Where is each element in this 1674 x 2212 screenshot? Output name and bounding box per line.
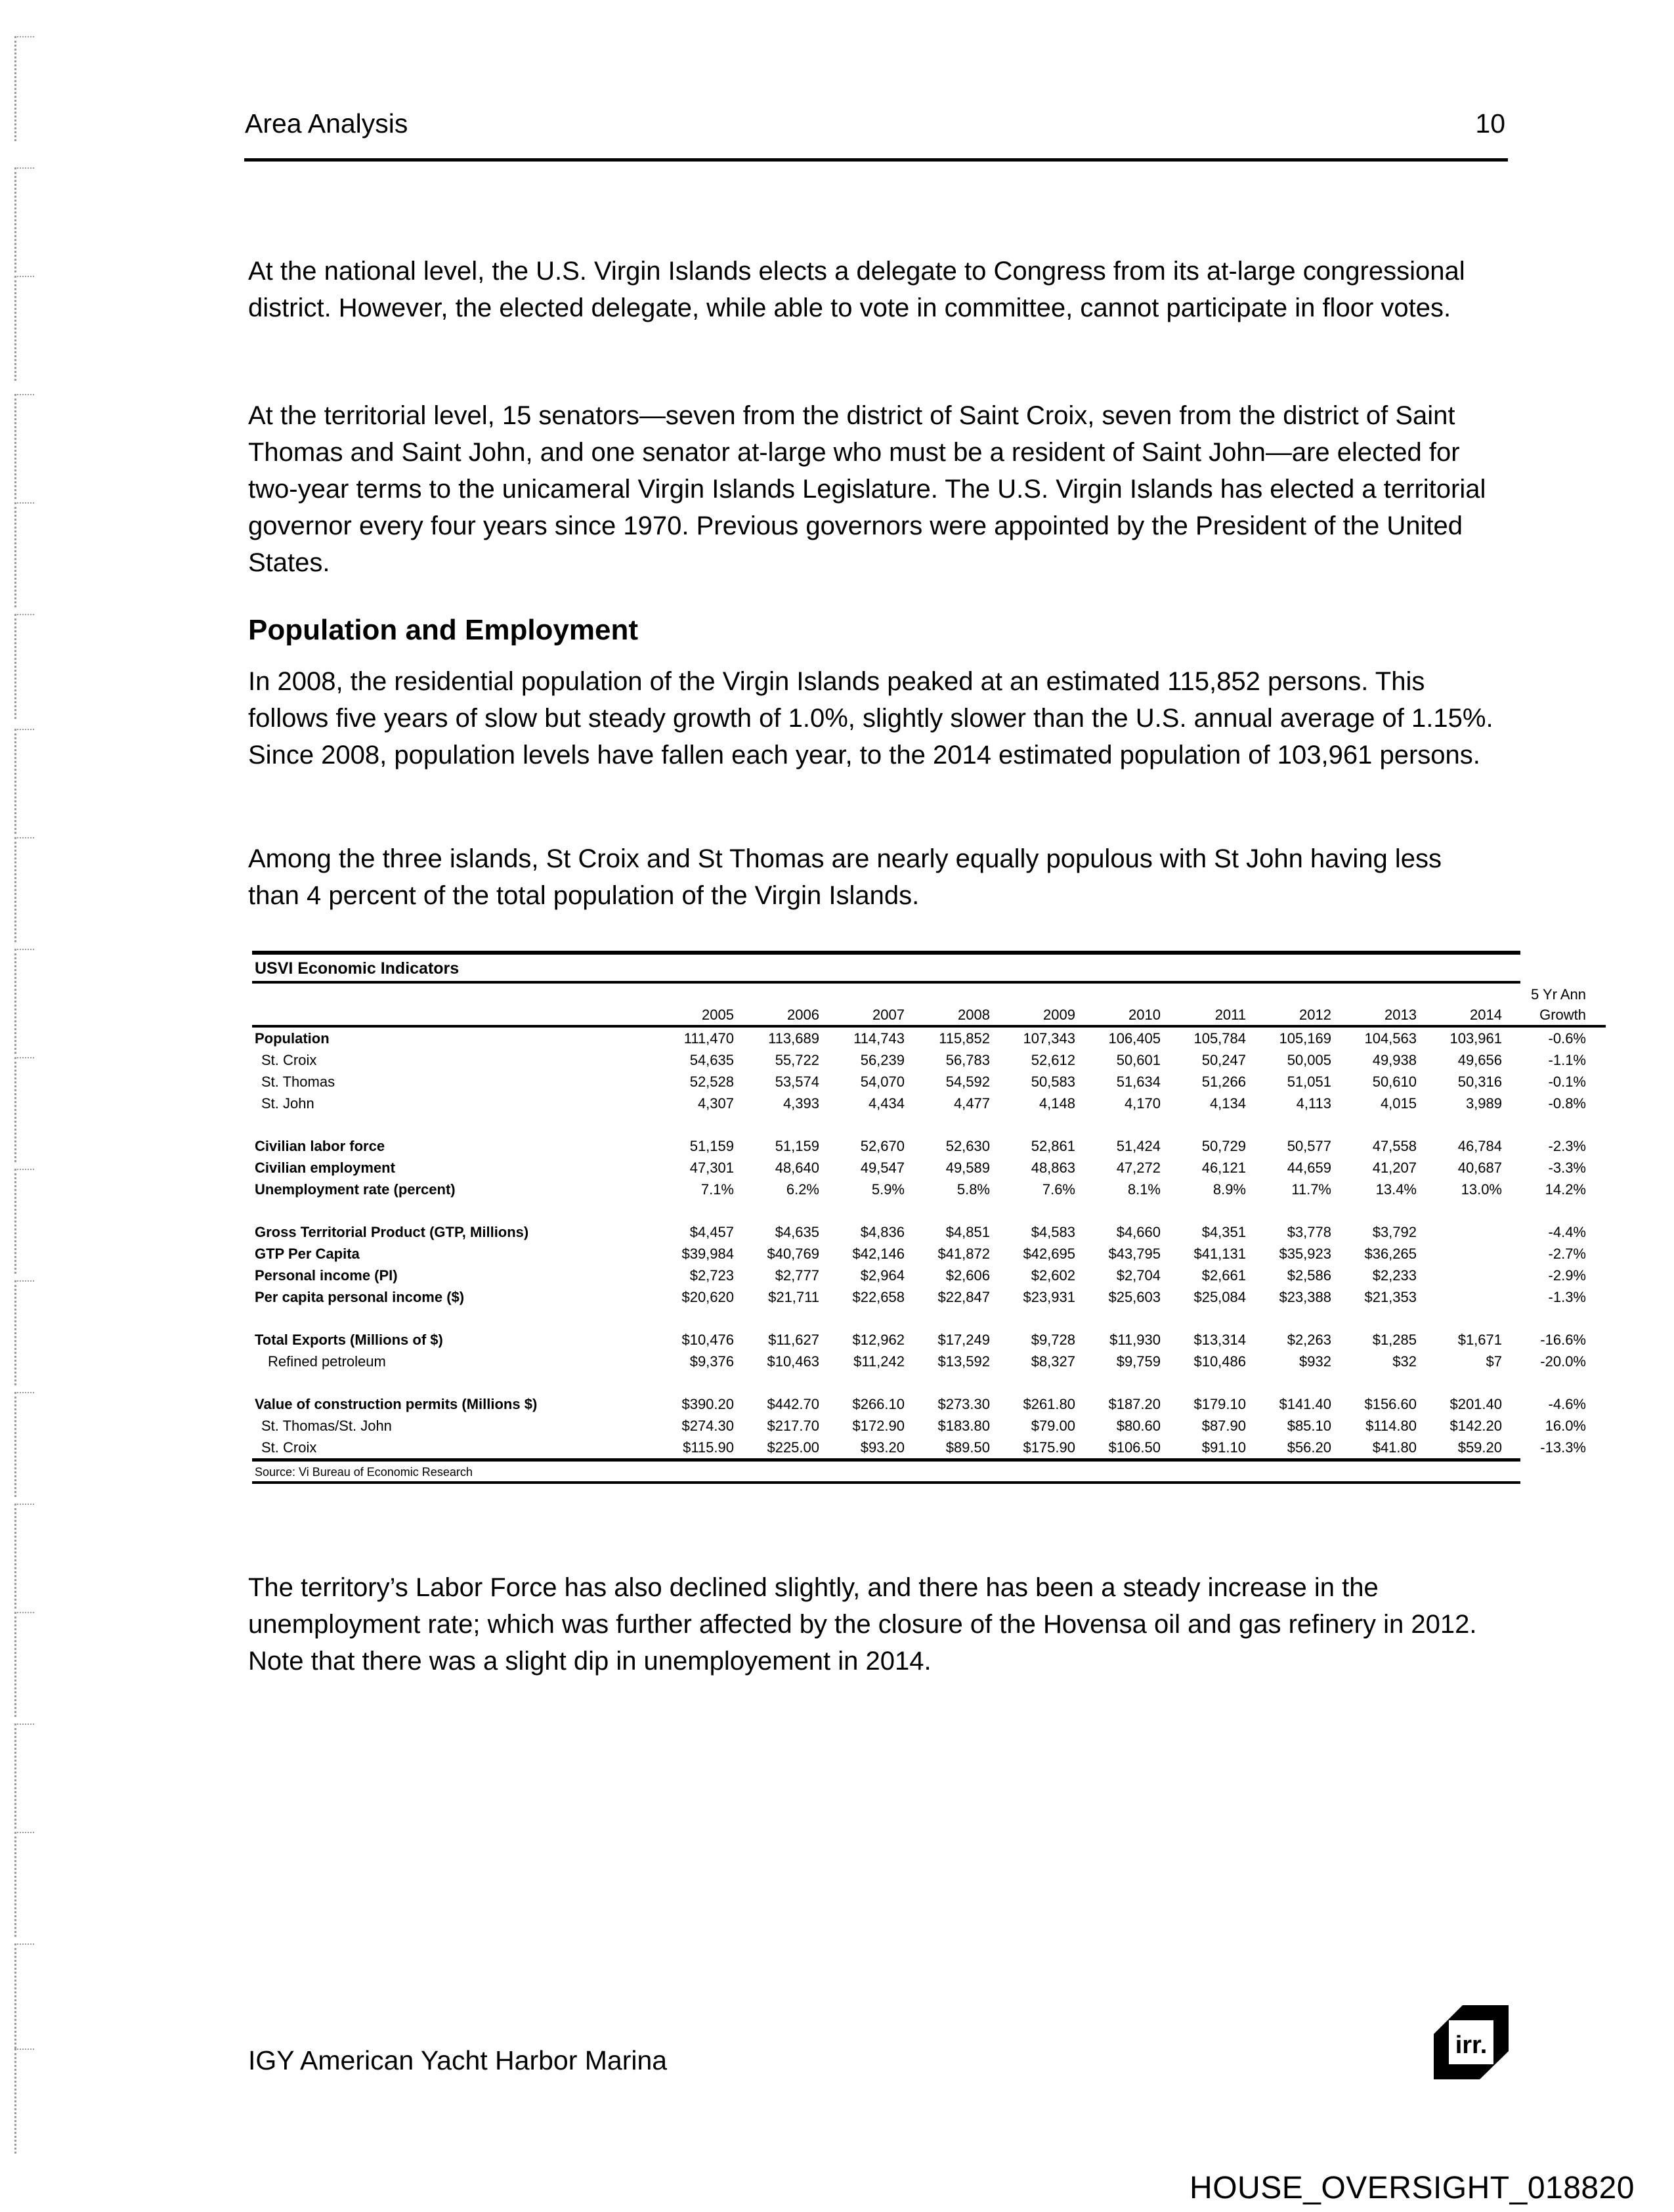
year-header: 2013 xyxy=(1331,1005,1417,1026)
cell-value: $89.50 xyxy=(945,1439,990,1456)
cell-value: 6.2% xyxy=(786,1181,819,1198)
growth-value: -0.6% xyxy=(1548,1030,1586,1047)
binding-mark xyxy=(14,1392,20,1497)
binding-mark xyxy=(14,167,20,272)
cell-value: 56,783 xyxy=(945,1052,990,1068)
cell-value: $9,759 xyxy=(1116,1353,1161,1370)
growth-value: -0.8% xyxy=(1548,1095,1586,1112)
cell-value: $2,263 xyxy=(1287,1332,1331,1348)
cell-value: $4,660 xyxy=(1116,1224,1161,1240)
cell-value: 47,272 xyxy=(1116,1160,1161,1176)
cell-value: $12,962 xyxy=(852,1332,905,1348)
cell-value: $40,769 xyxy=(767,1246,819,1262)
cell-value: $13,314 xyxy=(1193,1332,1246,1348)
table-row xyxy=(252,1135,1606,1157)
page-number: 10 xyxy=(1475,108,1505,139)
cell-value: 104,563 xyxy=(1364,1030,1417,1047)
cell-value: $41,131 xyxy=(1193,1246,1246,1262)
logo-text: irr. xyxy=(1455,2031,1488,2059)
row-label: Civilian employment xyxy=(255,1160,395,1176)
year-header: 2005 xyxy=(649,1005,734,1026)
cell-value: 52,861 xyxy=(1031,1138,1075,1154)
row-label: Personal income (PI) xyxy=(255,1267,398,1284)
cell-value: 52,528 xyxy=(689,1073,734,1090)
binding-mark xyxy=(14,1612,20,1717)
cell-value: 49,938 xyxy=(1372,1052,1417,1068)
cell-value: 4,113 xyxy=(1296,1095,1331,1112)
growth-value: -2.9% xyxy=(1548,1267,1586,1284)
table-row xyxy=(252,1351,1606,1372)
cell-value: $156.60 xyxy=(1364,1396,1417,1412)
indicators-grid xyxy=(252,984,1606,1458)
table-row xyxy=(252,1026,1606,1049)
row-label: Per capita personal income ($) xyxy=(255,1289,465,1305)
cell-value: 48,640 xyxy=(775,1160,819,1176)
row-label: Refined petroleum xyxy=(268,1353,386,1370)
cell-value: 52,612 xyxy=(1031,1052,1075,1068)
cell-value: $35,923 xyxy=(1279,1246,1331,1262)
cell-value: 13.0% xyxy=(1461,1181,1502,1198)
cell-value: $390.20 xyxy=(681,1396,734,1412)
cell-value: $10,463 xyxy=(767,1353,819,1370)
cell-value: 50,610 xyxy=(1372,1073,1417,1090)
cell-value: $141.40 xyxy=(1279,1396,1331,1412)
binding-mark xyxy=(14,1832,20,1937)
cell-value: 105,169 xyxy=(1279,1030,1331,1047)
cell-value: 41,207 xyxy=(1372,1160,1417,1176)
group-spacer xyxy=(252,1200,1606,1221)
cell-value: $23,388 xyxy=(1279,1289,1331,1305)
cell-value: $22,847 xyxy=(937,1289,990,1305)
growth-value: -3.3% xyxy=(1548,1160,1586,1176)
cell-value: 4,134 xyxy=(1209,1095,1246,1112)
cell-value: $1,671 xyxy=(1457,1332,1502,1348)
cell-value: $42,146 xyxy=(852,1246,905,1262)
cell-value: 53,574 xyxy=(775,1073,819,1090)
cell-value: $201.40 xyxy=(1449,1396,1502,1412)
cell-value: 105,784 xyxy=(1193,1030,1246,1047)
irr-logo-graphic xyxy=(1434,2005,1509,2079)
growth-value: -4.6% xyxy=(1548,1396,1586,1412)
cell-value: 52,630 xyxy=(945,1138,990,1154)
cell-value: $21,711 xyxy=(768,1289,819,1305)
cell-value: 5.8% xyxy=(956,1181,990,1198)
row-label: Value of construction permits (Millions $) xyxy=(255,1396,538,1412)
cell-value: $59.20 xyxy=(1457,1439,1502,1456)
table-row xyxy=(252,1157,1606,1179)
row-label: St. Croix xyxy=(261,1439,317,1456)
row-label: Total Exports (Millions of $) xyxy=(255,1332,443,1348)
cell-value: $9,728 xyxy=(1031,1332,1075,1348)
cell-value: 50,583 xyxy=(1031,1073,1075,1090)
cell-value: $2,233 xyxy=(1372,1267,1417,1284)
cell-value: 4,477 xyxy=(953,1095,990,1112)
cell-value: 54,592 xyxy=(945,1073,990,1090)
cell-value: $187.20 xyxy=(1108,1396,1161,1412)
binding-mark xyxy=(14,502,20,607)
binding-mark xyxy=(14,614,20,719)
cell-value: 48,863 xyxy=(1031,1160,1075,1176)
table-end-rule xyxy=(252,1481,1520,1484)
growth-value: -16.6% xyxy=(1540,1332,1586,1348)
cell-value: 115,852 xyxy=(939,1030,990,1047)
table-row xyxy=(252,1437,1606,1458)
binding-mark xyxy=(14,276,20,381)
paragraph-territorial: At the territorial level, 15 senators—seven from the district of Saint Croix, seven from the district of Saint Thomas and Saint John, and one senator at-large who must be a resident of Saint John—are elected for two-year terms to the unicameral Virgin Islands Legislature. The U.S. Virgin Islands has elected a territorial governor every four years since 1970. Previous governors were appointed by the President of the United States. xyxy=(248,401,1486,577)
cell-value: 56,239 xyxy=(860,1052,905,1068)
footer-title: IGY American Yacht Harbor Marina xyxy=(248,2045,668,2075)
cell-value: $22,658 xyxy=(852,1289,905,1305)
cell-value: $9,376 xyxy=(689,1353,734,1370)
row-label: St. John xyxy=(261,1095,314,1112)
cell-value: 103,961 xyxy=(1449,1030,1502,1047)
cell-value: 50,316 xyxy=(1457,1073,1502,1090)
economic-indicators-table xyxy=(252,951,1586,1484)
cell-value xyxy=(1417,1286,1502,1308)
growth-value: -2.7% xyxy=(1548,1246,1586,1262)
cell-value: $932 xyxy=(1299,1353,1331,1370)
table-row xyxy=(252,1179,1606,1200)
section-heading: Population and Employment xyxy=(248,614,639,646)
table-row xyxy=(252,1265,1606,1286)
cell-value: 8.9% xyxy=(1213,1181,1246,1198)
table-row xyxy=(252,1243,1606,1265)
year-header: 2009 xyxy=(990,1005,1075,1026)
cell-value: 4,170 xyxy=(1124,1095,1161,1112)
row-label: Civilian labor force xyxy=(255,1138,385,1154)
cell-value: 4,015 xyxy=(1380,1095,1417,1112)
cell-value: $142.20 xyxy=(1449,1418,1502,1434)
cell-value: $36,265 xyxy=(1364,1246,1417,1262)
cell-value: $172.90 xyxy=(852,1418,905,1434)
cell-value: 5.9% xyxy=(871,1181,905,1198)
year-header: 2012 xyxy=(1246,1005,1331,1026)
cell-value: $43,795 xyxy=(1108,1246,1161,1262)
binding-mark xyxy=(14,1169,20,1274)
cell-value: $4,635 xyxy=(775,1224,819,1240)
cell-value: $21,353 xyxy=(1364,1289,1417,1305)
cell-value: 54,070 xyxy=(860,1073,905,1090)
cell-value: $273.30 xyxy=(937,1396,990,1412)
paragraph-labor: The territory’s Labor Force has also declined slightly, and there has been a steady increase in the unemployment rate; which was further affected by the closure of the Hovensa oil and gas refinery in 2012. Note that there was a slight dip in unemployement in 2014. xyxy=(248,1573,1477,1676)
growth-header-line1: 5 Yr Ann xyxy=(1531,986,1586,1003)
cell-value: 49,656 xyxy=(1457,1052,1502,1068)
cell-value: 4,393 xyxy=(783,1095,819,1112)
cell-value: 8.1% xyxy=(1127,1181,1161,1198)
cell-value: 50,247 xyxy=(1201,1052,1246,1068)
cell-value: $217.70 xyxy=(767,1418,819,1434)
cell-value: 51,051 xyxy=(1287,1073,1331,1090)
header-title: Area Analysis xyxy=(245,108,408,139)
cell-value: 4,148 xyxy=(1039,1095,1075,1112)
cell-value: 40,687 xyxy=(1457,1160,1502,1176)
cell-value: 55,722 xyxy=(775,1052,819,1068)
cell-value: $80.60 xyxy=(1116,1418,1161,1434)
cell-value: $2,586 xyxy=(1287,1267,1331,1284)
cell-value: 47,301 xyxy=(689,1160,734,1176)
cell-value: $93.20 xyxy=(860,1439,905,1456)
year-header: 2008 xyxy=(905,1005,990,1026)
row-label: Gross Territorial Product (GTP, Millions) xyxy=(255,1224,529,1240)
table-title: USVI Economic Indicators xyxy=(255,959,460,978)
growth-value: -20.0% xyxy=(1540,1353,1586,1370)
cell-value: 51,159 xyxy=(775,1138,819,1154)
cell-value: 46,784 xyxy=(1457,1138,1502,1154)
cell-value: 47,558 xyxy=(1372,1138,1417,1154)
cell-value: $7 xyxy=(1486,1353,1502,1370)
cell-value: $2,777 xyxy=(775,1267,819,1284)
table-source: Source: Vi Bureau of Economic Research xyxy=(255,1465,473,1479)
cell-value: 113,689 xyxy=(768,1030,819,1047)
growth-value: 14.2% xyxy=(1545,1181,1586,1198)
cell-value: 50,601 xyxy=(1116,1052,1161,1068)
cell-value xyxy=(1417,1221,1502,1243)
page-header xyxy=(245,108,1505,160)
growth-value: -2.3% xyxy=(1548,1138,1586,1154)
cell-value: 4,434 xyxy=(868,1095,905,1112)
cell-value: 50,577 xyxy=(1287,1138,1331,1154)
row-label: Population xyxy=(255,1030,330,1047)
scan-binding-marks xyxy=(14,0,41,2212)
group-spacer xyxy=(252,1308,1606,1329)
growth-value: -0.1% xyxy=(1548,1073,1586,1090)
cell-value: $4,457 xyxy=(689,1224,734,1240)
table-row xyxy=(252,1093,1606,1114)
table-row xyxy=(252,1221,1606,1243)
cell-value: $20,620 xyxy=(681,1289,734,1305)
cell-value: $2,704 xyxy=(1116,1267,1161,1284)
row-label: GTP Per Capita xyxy=(255,1246,360,1262)
cell-value: 51,424 xyxy=(1116,1138,1161,1154)
cell-value: 49,589 xyxy=(945,1160,990,1176)
cell-value: $114.80 xyxy=(1365,1418,1417,1434)
cell-value: $39,984 xyxy=(681,1246,734,1262)
cell-value: $41.80 xyxy=(1372,1439,1417,1456)
binding-mark xyxy=(14,949,20,1054)
cell-value: $1,285 xyxy=(1372,1332,1417,1348)
binding-mark xyxy=(14,1943,20,2049)
cell-value: $10,476 xyxy=(681,1332,734,1348)
cell-value: $85.10 xyxy=(1287,1418,1331,1434)
cell-value: $225.00 xyxy=(767,1439,819,1456)
cell-value: 13.4% xyxy=(1375,1181,1417,1198)
cell-value: $41,872 xyxy=(937,1246,990,1262)
cell-value: $261.80 xyxy=(1023,1396,1075,1412)
cell-value: $11,242 xyxy=(853,1353,905,1370)
growth-value: -1.1% xyxy=(1548,1052,1586,1068)
cell-value: 50,005 xyxy=(1287,1052,1331,1068)
cell-value: $4,351 xyxy=(1201,1224,1246,1240)
cell-value: $17,249 xyxy=(937,1332,990,1348)
row-label: St. Thomas/St. John xyxy=(261,1418,392,1434)
cell-value: $11,930 xyxy=(1109,1332,1161,1348)
cell-value: 49,547 xyxy=(860,1160,905,1176)
group-spacer xyxy=(252,1372,1606,1393)
year-header: 2014 xyxy=(1417,1005,1502,1026)
row-label: St. Croix xyxy=(261,1052,317,1068)
binding-mark xyxy=(14,2049,20,2154)
cell-value: $25,084 xyxy=(1193,1289,1246,1305)
cell-value: 51,266 xyxy=(1201,1073,1246,1090)
cell-value: $2,661 xyxy=(1201,1267,1246,1284)
binding-mark xyxy=(14,1280,20,1385)
cell-value: $3,778 xyxy=(1287,1224,1331,1240)
cell-value: $4,851 xyxy=(945,1224,990,1240)
binding-mark xyxy=(14,394,20,499)
cell-value: $4,836 xyxy=(860,1224,905,1240)
cell-value xyxy=(1417,1265,1502,1286)
binding-mark xyxy=(14,36,20,141)
binding-mark xyxy=(14,837,20,942)
cell-value: $274.30 xyxy=(681,1418,734,1434)
growth-header: Growth xyxy=(1502,1005,1586,1026)
cell-value: $2,602 xyxy=(1031,1267,1075,1284)
year-header: 2010 xyxy=(1075,1005,1161,1026)
cell-value: $56.20 xyxy=(1287,1439,1331,1456)
cell-value: 7.6% xyxy=(1042,1181,1075,1198)
growth-value: 16.0% xyxy=(1545,1418,1586,1434)
table-row xyxy=(252,1329,1606,1351)
cell-value: 4,307 xyxy=(697,1095,734,1112)
cell-value: $3,792 xyxy=(1372,1224,1417,1240)
row-label: St. Thomas xyxy=(261,1073,335,1090)
cell-value: 44,659 xyxy=(1287,1160,1331,1176)
cell-value: $442.70 xyxy=(767,1396,819,1412)
cell-value: 114,743 xyxy=(853,1030,905,1047)
cell-value: 106,405 xyxy=(1108,1030,1161,1047)
cell-value: $266.10 xyxy=(852,1396,905,1412)
cell-value: $10,486 xyxy=(1193,1353,1246,1370)
year-header: 2006 xyxy=(734,1005,819,1026)
cell-value: $179.10 xyxy=(1193,1396,1246,1412)
cell-value: $2,606 xyxy=(945,1267,990,1284)
label-column-header xyxy=(252,1005,649,1026)
table-row xyxy=(252,1415,1606,1437)
cell-value: $87.90 xyxy=(1201,1418,1246,1434)
cell-value: 107,343 xyxy=(1023,1030,1075,1047)
binding-mark xyxy=(14,1724,20,1829)
cell-value: 46,121 xyxy=(1201,1160,1246,1176)
cell-value: $79.00 xyxy=(1031,1418,1075,1434)
irr-logo-icon xyxy=(1434,2005,1509,2079)
growth-value: -13.3% xyxy=(1540,1439,1586,1456)
cell-value: $91.10 xyxy=(1201,1439,1246,1456)
paragraph-islands: Among the three islands, St Croix and St Thomas are nearly equally populous with St John having less than 4 percent of the total population of the Virgin Islands. xyxy=(248,844,1442,910)
header-divider xyxy=(244,158,1508,162)
group-spacer xyxy=(252,1114,1606,1135)
cell-value: $4,583 xyxy=(1031,1224,1075,1240)
paragraph-population: In 2008, the residential population of the Virgin Islands peaked at an estimated 115,852 persons. This follows five years of slow but steady growth of 1.0%, slightly slower than the U.S. annual average of 1.15%. Since 2008, population levels have fallen each year, to the 2014 estimated population of 103,961 persons. xyxy=(248,667,1493,770)
cell-value: $11,627 xyxy=(768,1332,819,1348)
cell-value: 11.7% xyxy=(1291,1181,1331,1198)
cell-value: $2,723 xyxy=(689,1267,734,1284)
cell-value: $23,931 xyxy=(1023,1289,1075,1305)
cell-value: $2,964 xyxy=(860,1267,905,1284)
bates-number: HOUSE_OVERSIGHT_018820 xyxy=(1190,2171,1635,2205)
table-row xyxy=(252,1071,1606,1093)
cell-value: $175.90 xyxy=(1023,1439,1075,1456)
cell-value: $32 xyxy=(1392,1353,1417,1370)
cell-value: $25,603 xyxy=(1108,1289,1161,1305)
cell-value: 54,635 xyxy=(689,1052,734,1068)
cell-value: 7.1% xyxy=(700,1181,734,1198)
cell-value: $115.90 xyxy=(683,1439,734,1456)
cell-value: $13,592 xyxy=(937,1353,990,1370)
cell-value: 111,470 xyxy=(683,1030,734,1047)
year-header: 2007 xyxy=(819,1005,905,1026)
table-row xyxy=(252,1393,1606,1415)
growth-value: -1.3% xyxy=(1548,1289,1586,1305)
binding-mark xyxy=(14,1504,20,1609)
row-label: Unemployment rate (percent) xyxy=(255,1181,456,1198)
table-row xyxy=(252,1286,1606,1308)
cell-value: $42,695 xyxy=(1023,1246,1075,1262)
cell-value: 50,729 xyxy=(1201,1138,1246,1154)
cell-value: 51,159 xyxy=(689,1138,734,1154)
cell-value: 3,989 xyxy=(1465,1095,1502,1112)
cell-value: 52,670 xyxy=(860,1138,905,1154)
cell-value: $106.50 xyxy=(1108,1439,1161,1456)
table-row xyxy=(252,1049,1606,1071)
binding-mark xyxy=(14,729,20,834)
growth-value: -4.4% xyxy=(1548,1224,1586,1240)
year-header: 2011 xyxy=(1161,1005,1246,1026)
cell-value xyxy=(1417,1243,1502,1265)
binding-mark xyxy=(14,1057,20,1162)
cell-value: $8,327 xyxy=(1031,1353,1075,1370)
cell-value: 51,634 xyxy=(1116,1073,1161,1090)
cell-value: $183.80 xyxy=(937,1418,990,1434)
paragraph-national: At the national level, the U.S. Virgin Islands elects a delegate to Congress from its at-large congressional district. However, the elected delegate, while able to vote in committee, cannot participate in floor votes. xyxy=(248,257,1465,322)
